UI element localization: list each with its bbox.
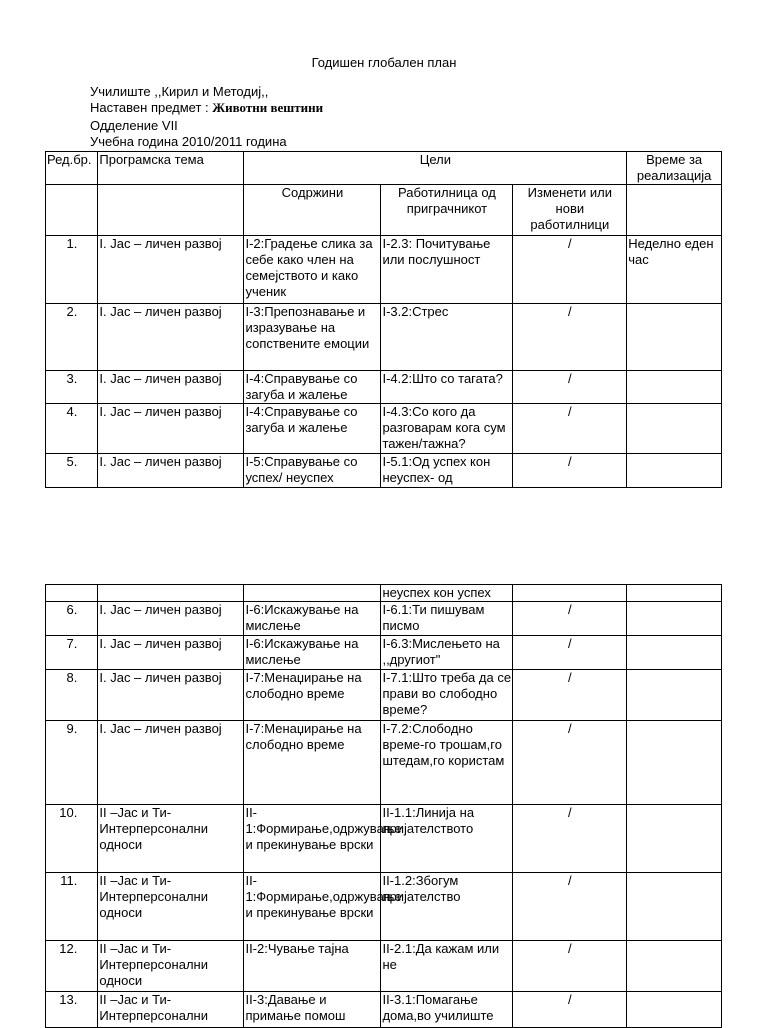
cell-changed: /	[513, 873, 627, 941]
cell-changed: /	[513, 304, 627, 371]
table-row	[46, 805, 722, 873]
cell-time	[627, 602, 722, 636]
cell-topic: I. Јас – личен развој	[98, 404, 244, 454]
cell-workshop: I-7.2:Слободно време-го трошам,го штедам,го користам	[381, 721, 513, 805]
cell-changed: /	[513, 454, 627, 488]
cell-time	[627, 585, 722, 602]
cell-num: 1.	[46, 236, 98, 304]
cell-topic: II –Јас и Ти-Интерперсонални	[98, 992, 244, 1028]
cell-changed: /	[513, 805, 627, 873]
cell-changed: /	[513, 721, 627, 805]
cell-workshop: I-5.1:Од успех кон неуспех- од	[381, 454, 513, 488]
cell-time	[627, 304, 722, 371]
header-num: Ред.бр.	[46, 152, 98, 185]
cell-content: I-6:Искажување на мислење	[244, 602, 381, 636]
table-row	[46, 670, 722, 721]
cell-topic: I. Јас – личен развој	[98, 454, 244, 488]
cell-num: 12.	[46, 941, 98, 992]
header-time: Време за реализација	[627, 152, 722, 185]
school-line: Училиште ,,Кирил и Методиј,,	[90, 84, 269, 99]
cell-time	[627, 873, 722, 941]
subject-label: Наставен предмет :	[90, 100, 213, 115]
plan-table-part1	[45, 151, 722, 488]
header-workshop: Работилница од приграчникот	[381, 185, 513, 236]
cell-content: I-5:Справување со успех/ неуспех	[244, 454, 381, 488]
table-row	[46, 636, 722, 670]
header-empty-1	[46, 185, 98, 236]
header-goals: Цели	[244, 152, 627, 185]
cell-topic: I. Јас – личен развој	[98, 371, 244, 404]
cell-num: 7.	[46, 636, 98, 670]
cell-time	[627, 371, 722, 404]
cell-workshop: неуспех кон успех	[381, 585, 513, 602]
cell-topic: II –Јас и Ти-Интерперсонални односи	[98, 873, 244, 941]
cell-topic: I. Јас – личен развој	[98, 236, 244, 304]
header-empty-3	[627, 185, 722, 236]
table-row	[46, 941, 722, 992]
cell-topic: I. Јас – личен развој	[98, 636, 244, 670]
table-row	[46, 404, 722, 454]
table-row	[46, 371, 722, 404]
cell-num: 13.	[46, 992, 98, 1028]
cell-workshop: II-2.1:Да кажам или не	[381, 941, 513, 992]
header-empty-2	[98, 185, 244, 236]
cell-workshop: II-1.1:Линија на пријателството	[381, 805, 513, 873]
cell-num: 6.	[46, 602, 98, 636]
cell-content	[244, 585, 381, 602]
grade-line: Одделение VII	[90, 118, 178, 133]
cell-content: I-2:Градење слика за себе како член на семејството и како ученик	[244, 236, 381, 304]
cell-time	[627, 992, 722, 1028]
subject-value: Животни вештини	[212, 100, 324, 115]
cell-content: I-4:Справување со загуба и жалење	[244, 371, 381, 404]
cell-changed: /	[513, 404, 627, 454]
header-contents: Содржини	[244, 185, 381, 236]
cell-workshop: I-2.3: Почитување или послушност	[381, 236, 513, 304]
cell-num: 8.	[46, 670, 98, 721]
cell-changed: /	[513, 636, 627, 670]
cell-changed: /	[513, 602, 627, 636]
cell-content: I-3:Препознавање и изразување на сопствените емоции	[244, 304, 381, 371]
cell-time	[627, 941, 722, 992]
cell-num: 2.	[46, 304, 98, 371]
cell-time	[627, 670, 722, 721]
cell-topic	[98, 585, 244, 602]
table-row	[46, 721, 722, 805]
cell-topic: II –Јас и Ти-Интерперсонални односи	[98, 941, 244, 992]
table-row	[46, 992, 722, 1028]
cell-workshop: I-6.3:Мислењето на ,,другиот"	[381, 636, 513, 670]
cell-content: I-7:Менаџирање на слободно време	[244, 670, 381, 721]
table-row	[46, 873, 722, 941]
cell-content: II-1:Формирање,одржување и прекинување врски	[244, 805, 381, 873]
cell-num: 3.	[46, 371, 98, 404]
cell-num: 5.	[46, 454, 98, 488]
cell-time	[627, 805, 722, 873]
continuation-row	[46, 585, 722, 602]
table-row	[46, 236, 722, 304]
cell-content: I-7:Менаџирање на слободно време	[244, 721, 381, 805]
cell-time	[627, 721, 722, 805]
cell-topic: I. Јас – личен развој	[98, 602, 244, 636]
cell-num: 11.	[46, 873, 98, 941]
subject-line	[90, 100, 323, 116]
cell-num	[46, 585, 98, 602]
cell-changed: /	[513, 992, 627, 1028]
cell-time	[627, 636, 722, 670]
page-title: Годишен глобален план	[311, 55, 457, 70]
table-row	[46, 304, 722, 371]
cell-num: 10.	[46, 805, 98, 873]
cell-num: 9.	[46, 721, 98, 805]
cell-changed: /	[513, 670, 627, 721]
cell-changed: /	[513, 236, 627, 304]
cell-time	[627, 404, 722, 454]
cell-changed	[513, 585, 627, 602]
cell-num: 4.	[46, 404, 98, 454]
cell-time	[627, 454, 722, 488]
year-line: Учебна година 2010/2011 година	[90, 134, 287, 149]
cell-workshop: II-3.1:Помагање дома,во училиште	[381, 992, 513, 1028]
cell-changed: /	[513, 941, 627, 992]
plan-table-part2	[45, 584, 722, 1028]
cell-content: I-6:Искажување на мислење	[244, 636, 381, 670]
cell-workshop: I-4.3:Со кого да разговарам кога сум тажен/тажна?	[381, 404, 513, 454]
cell-workshop: I-3.2:Стрес	[381, 304, 513, 371]
cell-time: Неделно еден час	[627, 236, 722, 304]
cell-topic: II –Јас и Ти-Интерперсонални односи	[98, 805, 244, 873]
cell-content: I-4:Справување со загуба и жалење	[244, 404, 381, 454]
table-row	[46, 454, 722, 488]
table-row	[46, 602, 722, 636]
cell-topic: I. Јас – личен развој	[98, 721, 244, 805]
cell-content: II-1:Формирање,одржување и прекинување врски	[244, 873, 381, 941]
cell-topic: I. Јас – личен развој	[98, 670, 244, 721]
cell-workshop: I-7.1:Што треба да се прави во слободно време?	[381, 670, 513, 721]
cell-workshop: II-1.2:Збогум пријателство	[381, 873, 513, 941]
cell-workshop: I-6.1:Ти пишувам писмо	[381, 602, 513, 636]
cell-workshop: I-4.2:Што со тагата?	[381, 371, 513, 404]
header-topic: Програмска тема	[98, 152, 244, 185]
header-changed: Изменети или нови работилници	[513, 185, 627, 236]
cell-changed: /	[513, 371, 627, 404]
cell-topic: I. Јас – личен развој	[98, 304, 244, 371]
cell-content: II-2:Чување тајна	[244, 941, 381, 992]
cell-content: II-3:Давање и примање помош	[244, 992, 381, 1028]
